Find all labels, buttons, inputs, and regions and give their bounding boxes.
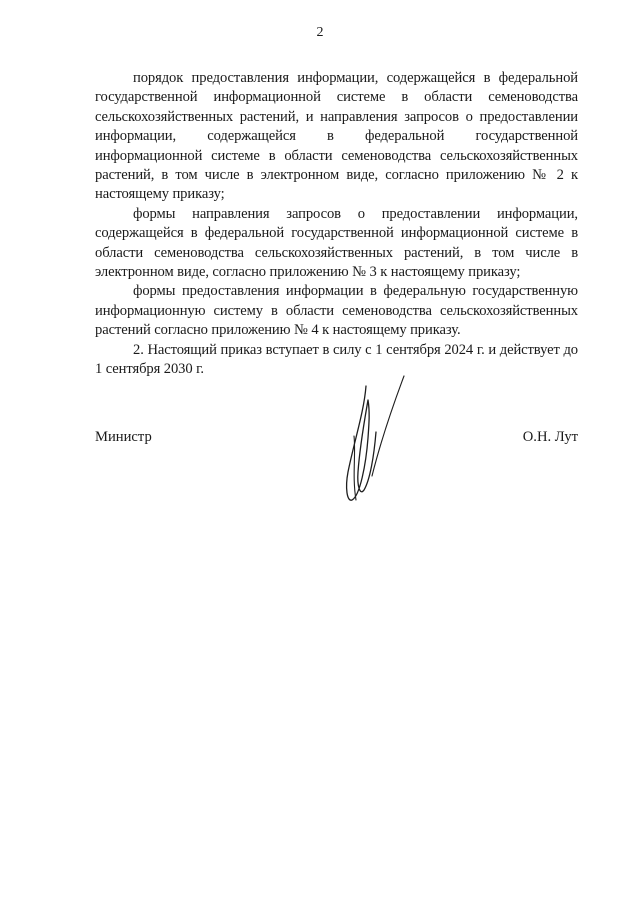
paragraph-effective-date: 2. Настоящий приказ вступает в силу с 1 сентября 2024 г. и действует до 1 сентября 2030 г. [95,341,578,378]
signature-block [95,428,578,450]
signer-position: Министр [95,429,152,445]
paragraph-submission-forms: формы предоставления информации в федеральную государственную информационную систему в области семеноводства сельскохозяйственных растений согласно приложению № 4 к настоящему приказу. [95,283,578,339]
paragraph-request-forms: формы направления запросов о предоставлении информации, содержащейся в федеральной государственной информационной системе в области семеноводства сельскохозяйственных растений, в том числе в электронном виде, согласно приложению № 3 к настоящему приказу; [95,205,578,281]
signer-name: О.Н. Лут [522,429,578,445]
paragraph-info-provision-order: порядок предоставления информации, содержащейся в федеральной государственной информационной системе в области семеноводства сельскохозяйственных растений, и направления запросов о предоставлении информации, содержащейся в федеральной государственной информационной системе в области семеноводства сельскохозяйственных растений, в том числе в электронном виде, согласно приложению № 2 к настоящему приказу; [95,70,578,203]
document-body [95,69,578,380]
page-number: 2 [316,25,324,40]
